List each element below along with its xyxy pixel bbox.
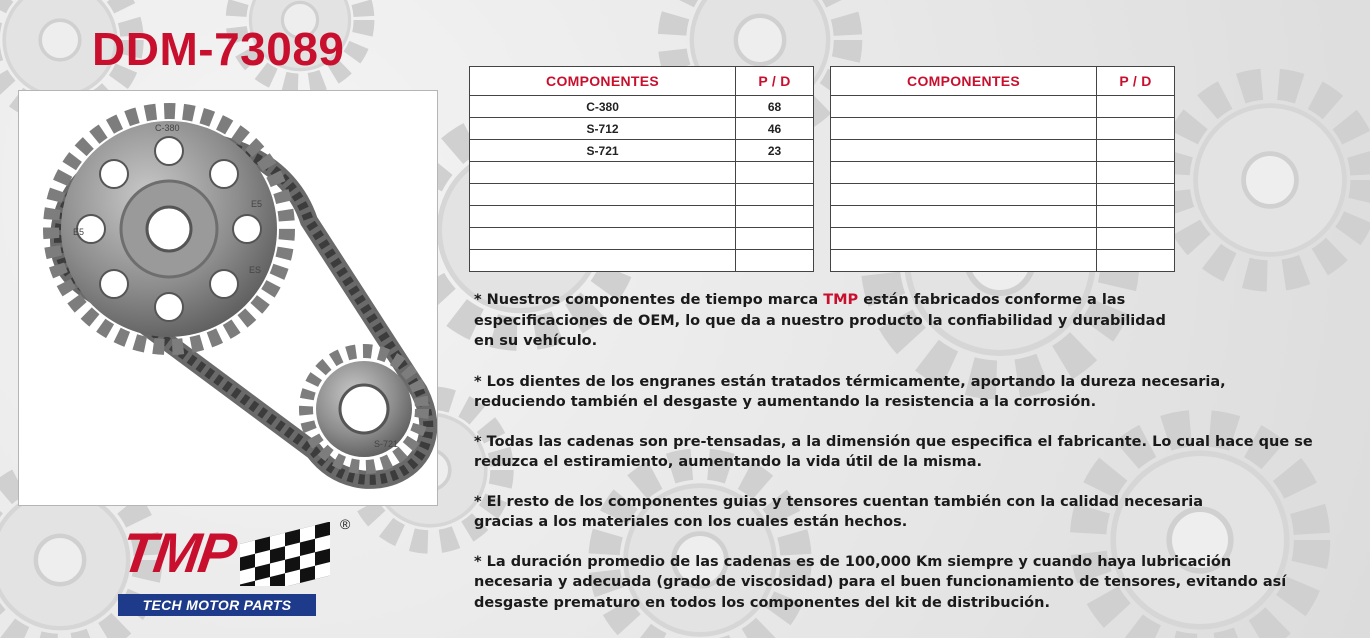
table-row [831,96,1175,118]
pd-cell: 23 [736,140,814,162]
table-row [470,228,814,250]
pd-cell [1097,140,1175,162]
pd-cell [736,250,814,272]
checkered-flag-icon [240,522,332,586]
registered-mark: ® [340,516,351,532]
pd-cell [1097,250,1175,272]
pd-cell: 46 [736,118,814,140]
component-cell [831,184,1097,206]
logo-wordmark: TMP [117,521,239,584]
column-header-pd: P / D [1097,67,1175,96]
component-cell [470,250,736,272]
gear-label: C-380 [155,123,180,133]
component-cell [470,228,736,250]
table-row [470,250,814,272]
table-row [831,206,1175,228]
pd-cell [1097,184,1175,206]
product-notes [474,290,1364,613]
product-code-title: DDM-73089 [92,23,345,75]
component-cell [470,184,736,206]
table-row [831,228,1175,250]
component-cell [831,228,1097,250]
component-cell [470,206,736,228]
component-cell [831,162,1097,184]
product-photo [18,90,438,506]
gear-label: ES [249,265,262,275]
component-cell [831,96,1097,118]
timing-chain-kit-image [19,91,437,505]
column-header-componentes: COMPONENTES [470,67,736,96]
component-cell [831,250,1097,272]
pd-cell [736,206,814,228]
table-row [470,96,814,118]
pd-cell [1097,206,1175,228]
note-guides-tensioners: * El resto de los componentes guias y tensores cuentan también con la calidad necesaria gracias a los materiales con los cuales están hechos. [474,493,1203,530]
component-cell: S-712 [470,118,736,140]
table-row [831,118,1175,140]
components-table-left [469,66,814,272]
table-row [470,184,814,206]
column-header-componentes: COMPONENTES [831,67,1097,96]
table-row [470,162,814,184]
pd-cell [736,162,814,184]
component-cell [470,162,736,184]
components-table-right [830,66,1175,272]
gear-label: E5 [73,227,85,237]
table-row [470,206,814,228]
column-header-pd: P / D [736,67,814,96]
component-cell: S-721 [470,140,736,162]
gear-label: E5 [251,199,263,209]
pd-cell [1097,228,1175,250]
table-row [831,162,1175,184]
table-row [831,184,1175,206]
component-cell [831,118,1097,140]
table-row [470,140,814,162]
table-row [831,250,1175,272]
pd-cell: 68 [736,96,814,118]
note-pretensioned-chains: * Todas las cadenas son pre-tensadas, a la dimensión que especifica el fabricante. Lo cual hace que se reduzca el estiramiento, aumentando la vida útil de la misma. [474,433,1313,470]
component-cell: C-380 [470,96,736,118]
component-cell [831,140,1097,162]
pd-cell [1097,118,1175,140]
note-teeth-treatment: * Los dientes de los engranes están tratados térmicamente, aportando la dureza necesaria, reduciendo también el desgaste y aumentando la resistencia a la corrosión. [474,373,1226,410]
gear-label: S-721 [374,439,399,449]
component-cell [831,206,1097,228]
logo-tagline: TECH MOTOR PARTS [118,594,316,616]
table-row [470,118,814,140]
note-tmp-oem: * Nuestros componentes de tiempo marca TMP están fabricados conforme a las especificaciones de OEM, lo que da a nuestro producto la confiabilidad y durabilidad en su vehículo. [474,292,1166,349]
brand-name: TMP [823,292,859,308]
pd-cell [736,184,814,206]
pd-cell [1097,96,1175,118]
pd-cell [1097,162,1175,184]
table-row [831,140,1175,162]
pd-cell [736,228,814,250]
tmp-logo [118,516,358,620]
note-chain-lifespan: * La duración promedio de las cadenas es de 100,000 Km siempre y cuando haya lubricación necesaria y adecuada (grado de viscosidad) para el buen funcionamiento de tensores, evitando así desgaste prematuro en todos los componentes del kit de distribución. [474,553,1287,611]
